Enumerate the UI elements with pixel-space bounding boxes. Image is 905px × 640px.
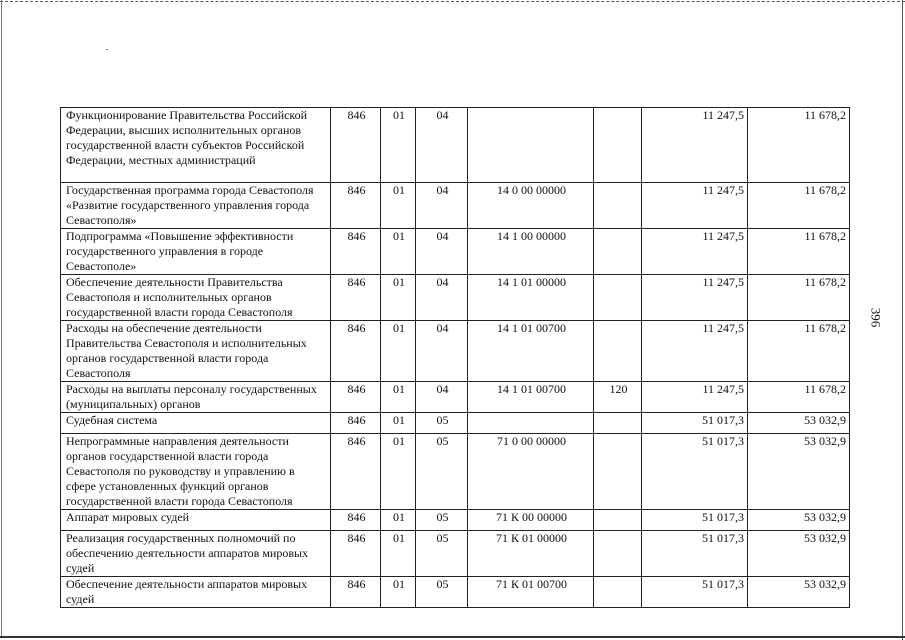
subsection-code: 04 [416, 183, 468, 229]
row-name: Реализация государственных полномочий по обеспечению деятельности аппаратов мировых судей [61, 531, 331, 577]
section-code: 01 [381, 321, 416, 382]
value-2: 11 678,2 [748, 321, 850, 382]
ministry-code: 846 [331, 531, 381, 577]
table-row [61, 413, 850, 434]
section-code: 01 [381, 229, 416, 275]
expense-type [594, 183, 642, 229]
expense-type [594, 577, 642, 608]
target-article: 71 0 00 00000 [468, 434, 594, 510]
page-right-edge [902, 0, 903, 640]
section-code: 01 [381, 108, 416, 183]
row-name: Судебная система [61, 413, 331, 434]
section-code: 01 [381, 275, 416, 321]
row-name: Расходы на выплаты персоналу государственных (муниципальных) органов [61, 382, 331, 413]
value-2: 53 032,9 [748, 531, 850, 577]
target-article: 71 К 00 00000 [468, 510, 594, 531]
subsection-code: 05 [416, 413, 468, 434]
ministry-code: 846 [331, 108, 381, 183]
scan-speck [106, 49, 108, 50]
subsection-code: 05 [416, 531, 468, 577]
page-left-edge [1, 0, 2, 636]
expense-type [594, 434, 642, 510]
value-1: 11 247,5 [642, 229, 748, 275]
target-article: 14 1 01 00700 [468, 382, 594, 413]
expense-type [594, 321, 642, 382]
table-row [61, 382, 850, 413]
ministry-code: 846 [331, 183, 381, 229]
ministry-code: 846 [331, 434, 381, 510]
value-1: 51 017,3 [642, 577, 748, 608]
value-2: 11 678,2 [748, 229, 850, 275]
expense-type [594, 510, 642, 531]
value-2: 53 032,9 [748, 434, 850, 510]
page-bottom-edge [0, 636, 905, 638]
section-code: 01 [381, 413, 416, 434]
section-code: 01 [381, 531, 416, 577]
value-1: 51 017,3 [642, 434, 748, 510]
row-name: Подпрограмма «Повышение эффективности государственного управления в городе Севастополе» [61, 229, 331, 275]
value-1: 51 017,3 [642, 413, 748, 434]
target-article: 14 1 01 00000 [468, 275, 594, 321]
row-name: Непрограммные направления деятельности органов государственной власти города Севастополя по руководству и управлению в сфере установленных функций органов государственной власти города Севастополя [61, 434, 331, 510]
value-2: 53 032,9 [748, 510, 850, 531]
target-article: 14 0 00 00000 [468, 183, 594, 229]
table-row [61, 510, 850, 531]
subsection-code: 04 [416, 382, 468, 413]
value-2: 11 678,2 [748, 183, 850, 229]
expense-type [594, 108, 642, 183]
ministry-code: 846 [331, 510, 381, 531]
value-2: 53 032,9 [748, 577, 850, 608]
row-name: Расходы на обеспечение деятельности Правительства Севастополя и исполнительных органов государственной власти города Севастополя [61, 321, 331, 382]
ministry-code: 846 [331, 382, 381, 413]
value-1: 11 247,5 [642, 382, 748, 413]
table-row [61, 434, 850, 510]
expense-type [594, 531, 642, 577]
value-1: 11 247,5 [642, 108, 748, 183]
value-1: 51 017,3 [642, 531, 748, 577]
table-row [61, 531, 850, 577]
value-2: 53 032,9 [748, 413, 850, 434]
section-code: 01 [381, 382, 416, 413]
value-1: 51 017,3 [642, 510, 748, 531]
value-1: 11 247,5 [642, 321, 748, 382]
table-row [61, 577, 850, 608]
subsection-code: 04 [416, 229, 468, 275]
value-2: 11 678,2 [748, 275, 850, 321]
value-2: 11 678,2 [748, 108, 850, 183]
row-name: Аппарат мировых судей [61, 510, 331, 531]
expense-type [594, 275, 642, 321]
table-row [61, 183, 850, 229]
ministry-code: 846 [331, 577, 381, 608]
subsection-code: 04 [416, 108, 468, 183]
subsection-code: 05 [416, 577, 468, 608]
subsection-code: 05 [416, 510, 468, 531]
row-name: Функционирование Правительства Российской Федерации, высших исполнительных органов государственной власти субъектов Российской Федерации, местных администраций [61, 108, 331, 183]
page-number: 396 [868, 307, 884, 328]
section-code: 01 [381, 434, 416, 510]
expense-type [594, 413, 642, 434]
value-2: 11 678,2 [748, 382, 850, 413]
table-row [61, 321, 850, 382]
target-article [468, 413, 594, 434]
row-name: Обеспечение деятельности Правительства Севастополя и исполнительных органов государственной власти города Севастополя [61, 275, 331, 321]
ministry-code: 846 [331, 275, 381, 321]
subsection-code: 04 [416, 321, 468, 382]
table-row [61, 275, 850, 321]
row-name: Обеспечение деятельности аппаратов мировых судей [61, 577, 331, 608]
ministry-code: 846 [331, 321, 381, 382]
subsection-code: 04 [416, 275, 468, 321]
ministry-code: 846 [331, 413, 381, 434]
target-article: 71 К 01 00000 [468, 531, 594, 577]
table-row [61, 229, 850, 275]
target-article: 71 К 01 00700 [468, 577, 594, 608]
expense-type: 120 [594, 382, 642, 413]
value-1: 11 247,5 [642, 275, 748, 321]
row-name: Государственная программа города Севастополя «Развитие государственного управления города Севастополя» [61, 183, 331, 229]
budget-table [60, 107, 850, 608]
section-code: 01 [381, 183, 416, 229]
page-top-edge [0, 1, 905, 2]
table-row [61, 108, 850, 183]
target-article: 14 1 01 00700 [468, 321, 594, 382]
ministry-code: 846 [331, 229, 381, 275]
section-code: 01 [381, 577, 416, 608]
expense-type [594, 229, 642, 275]
value-1: 11 247,5 [642, 183, 748, 229]
subsection-code: 05 [416, 434, 468, 510]
target-article: 14 1 00 00000 [468, 229, 594, 275]
section-code: 01 [381, 510, 416, 531]
target-article [468, 108, 594, 183]
